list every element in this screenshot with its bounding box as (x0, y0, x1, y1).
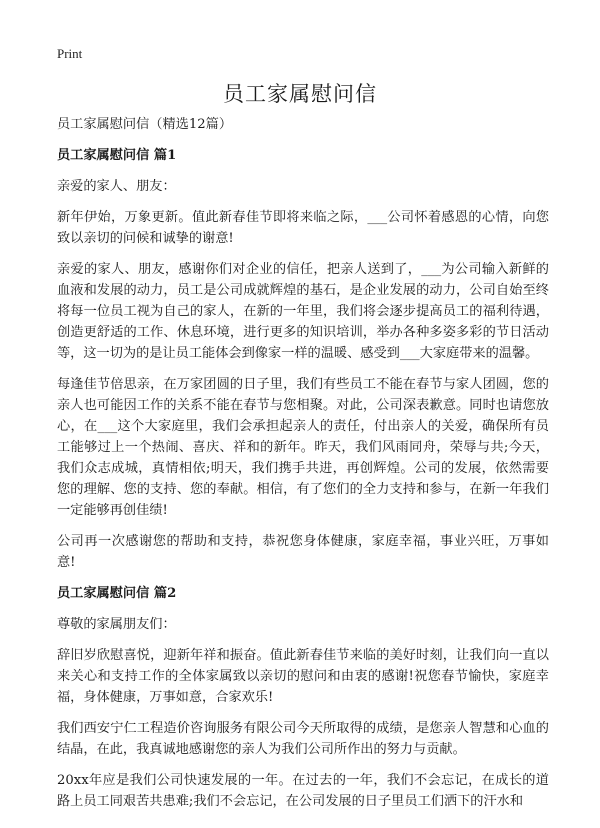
section-heading: 员工家属慰问信 篇1 (57, 148, 177, 163)
page-title: 员工家属慰问信 (223, 82, 377, 106)
paragraph: 亲爱的家人、朋友： (57, 179, 176, 194)
paragraph: 公司再一次感谢您的帮助和支持，恭祝您身体健康，家庭幸福，事业兴旺，万事如意! (57, 534, 549, 570)
paragraph: 20xx年应是我们公司快速发展的一年。在过去的一年，我们不会忘记，在成长的道路上员工同艰苦共患难;我们不会忘记，在公司发展的日子里员工们洒下的汗水和 (57, 773, 549, 809)
section-heading: 员工家属慰问信 篇2 (57, 586, 177, 601)
article-body (57, 114, 549, 822)
paragraph: 辞旧岁欣慰喜悦，迎新年祥和振奋。值此新春佳节来临的美好时刻，让我们向一直以来关心和支持工作的全体家属致以亲切的慰问和由衷的感谢!祝您春节愉快，家庭幸福，身体健康，万事如意，合家欢乐! (57, 648, 549, 705)
paragraph: 我们西安宁仁工程造价咨询服务有限公司今天所取得的成绩，是您亲人智慧和心血的结晶，在此，我真诚地感谢您的亲人为我们公司所作出的努力与贡献。 (57, 721, 549, 757)
article-subtitle: 员工家属慰问信（精选12篇） (57, 117, 233, 132)
paragraph: 新年伊始，万象更新。值此新春佳节即将来临之际，___公司怀着感恩的心情，向您致以亲切的问候和诚挚的谢意! (57, 210, 549, 246)
paragraph: 亲爱的家人、朋友，感谢你们对企业的信任，把亲人送到了，___为公司输入新鲜的血液和发展的动力，员工是公司成就辉煌的基石，是企业发展的动力，公司自始至终将每一位员工视为自己的家人，在新的一年里，我们将会逐步提高员工的福利待遇，创造更舒适的工作、休息环境，进行更多的知识培训，举办各种多姿多彩的节日活动等，这一切为的是让员工能体会到像家一样的温暖、感受到___大家庭带来的温馨。 (57, 262, 549, 361)
print-link[interactable]: Print (57, 46, 83, 61)
paragraph: 每逢佳节倍思亲，在万家团圆的日子里，我们有些员工不能在春节与家人团圆，您的亲人也可能因工作的关系不能在春节与您相聚。对此，公司深表歉意。同时也请您放心，在___这个大家庭里，我们会承担起亲人的责任，付出亲人的关爱，确保所有员工能够过上一个热闹、喜庆、祥和的新年。昨天，我们风雨同舟，荣辱与共;今天，我们众志成城，真情相依;明天，我们携手共进，再创辉煌。公司的发展，依然需要您的理解、您的支持、您的奉献。相信，有了您们的全力支持和参与，在新一年我们一定能够再创佳绩! (57, 377, 549, 518)
paragraph: 尊敬的家属朋友们： (57, 617, 176, 632)
